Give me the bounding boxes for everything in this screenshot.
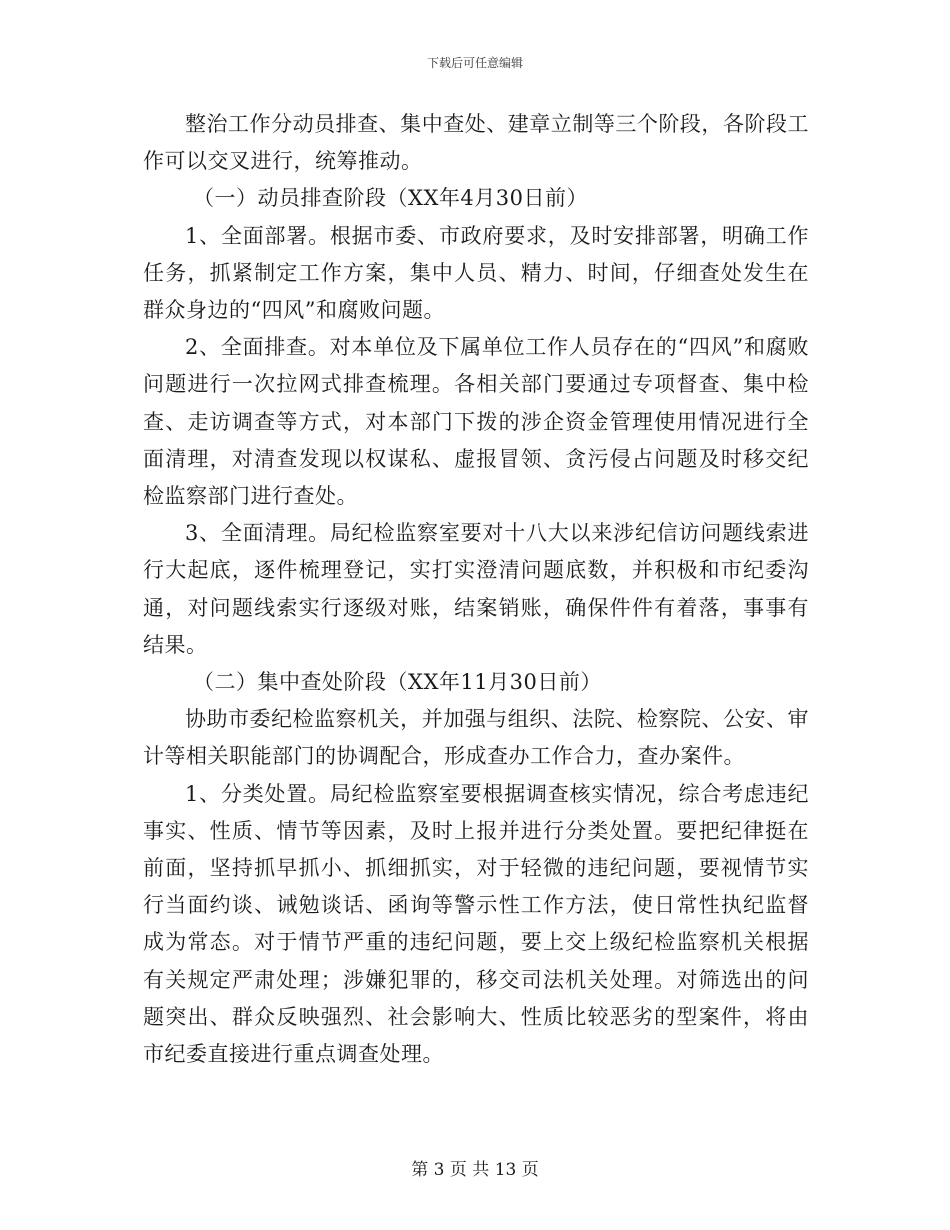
download-edit-note: 下载后可任意编辑	[426, 56, 523, 70]
section-heading-mobilization: （一）动员排查阶段（XX年4月30日前）	[193, 186, 588, 211]
paragraph-intro: 整治工作分动员排查、集中查处、建章立制等三个阶段，各阶段工作可以交叉进行，统筹推动。	[143, 112, 809, 174]
paragraph-cleanup: 3、全面清理。局纪检监察室要对十八大以来涉纪信访问题线索进行大起底，逐件梳理登记，实打实澄清问题底数，并积极和市纪委沟通，对问题线索实行逐级对账，结案销账，确保件件有着落，事事有结果。	[143, 521, 809, 657]
paragraph-investigation: 2、全面排查。对本单位及下属单位工作人员存在的“四风”和腐败问题进行一次拉网式排查梳理。各相关部门要通过专项督查、集中检查、走访调查等方式，对本部门下拨的涉企资金管理使用情况进行全面清理，对清查发现以权谋私、虚报冒领、贪污侵占问题及时移交纪检监察部门进行查处。	[143, 335, 809, 509]
section-heading-concentrated: （二）集中查处阶段（XX年11月30日前）	[193, 670, 602, 695]
paragraph-classification: 1、分类处置。局纪检监察室要根据调查核实情况，综合考虑违纪事实、性质、情节等因素，及时上报并进行分类处置。要把纪律挺在前面，坚持抓早抓小、抓细抓实，对于轻微的违纪问题，要视情节实行当面约谈、诫勉谈话、函询等警示性工作方法，使日常性执纪监督成为常态。对于情节严重的违纪问题，要上交上级纪检监察机关根据有关规定严肃处理；涉嫌犯罪的，移交司法机关处理。对筛选出的问题突出、群众反映强烈、社会影响大、性质比较恶劣的型案件，将由市纪委直接进行重点调查处理。	[143, 781, 809, 1067]
paragraph-cooperation: 协助市委纪检监察机关，并加强与组织、法院、检察院、公安、审计等相关职能部门的协调配合，形成查办工作合力，查办案件。	[143, 707, 809, 769]
page-number: 第 3 页 共 13 页	[411, 1160, 539, 1180]
paragraph-deployment: 1、全面部署。根据市委、市政府要求，及时安排部署，明确工作任务，抓紧制定工作方案，集中人员、精力、时间，仔细查处发生在群众身边的“四风”和腐败问题。	[143, 223, 809, 323]
document-body	[143, 106, 809, 1073]
